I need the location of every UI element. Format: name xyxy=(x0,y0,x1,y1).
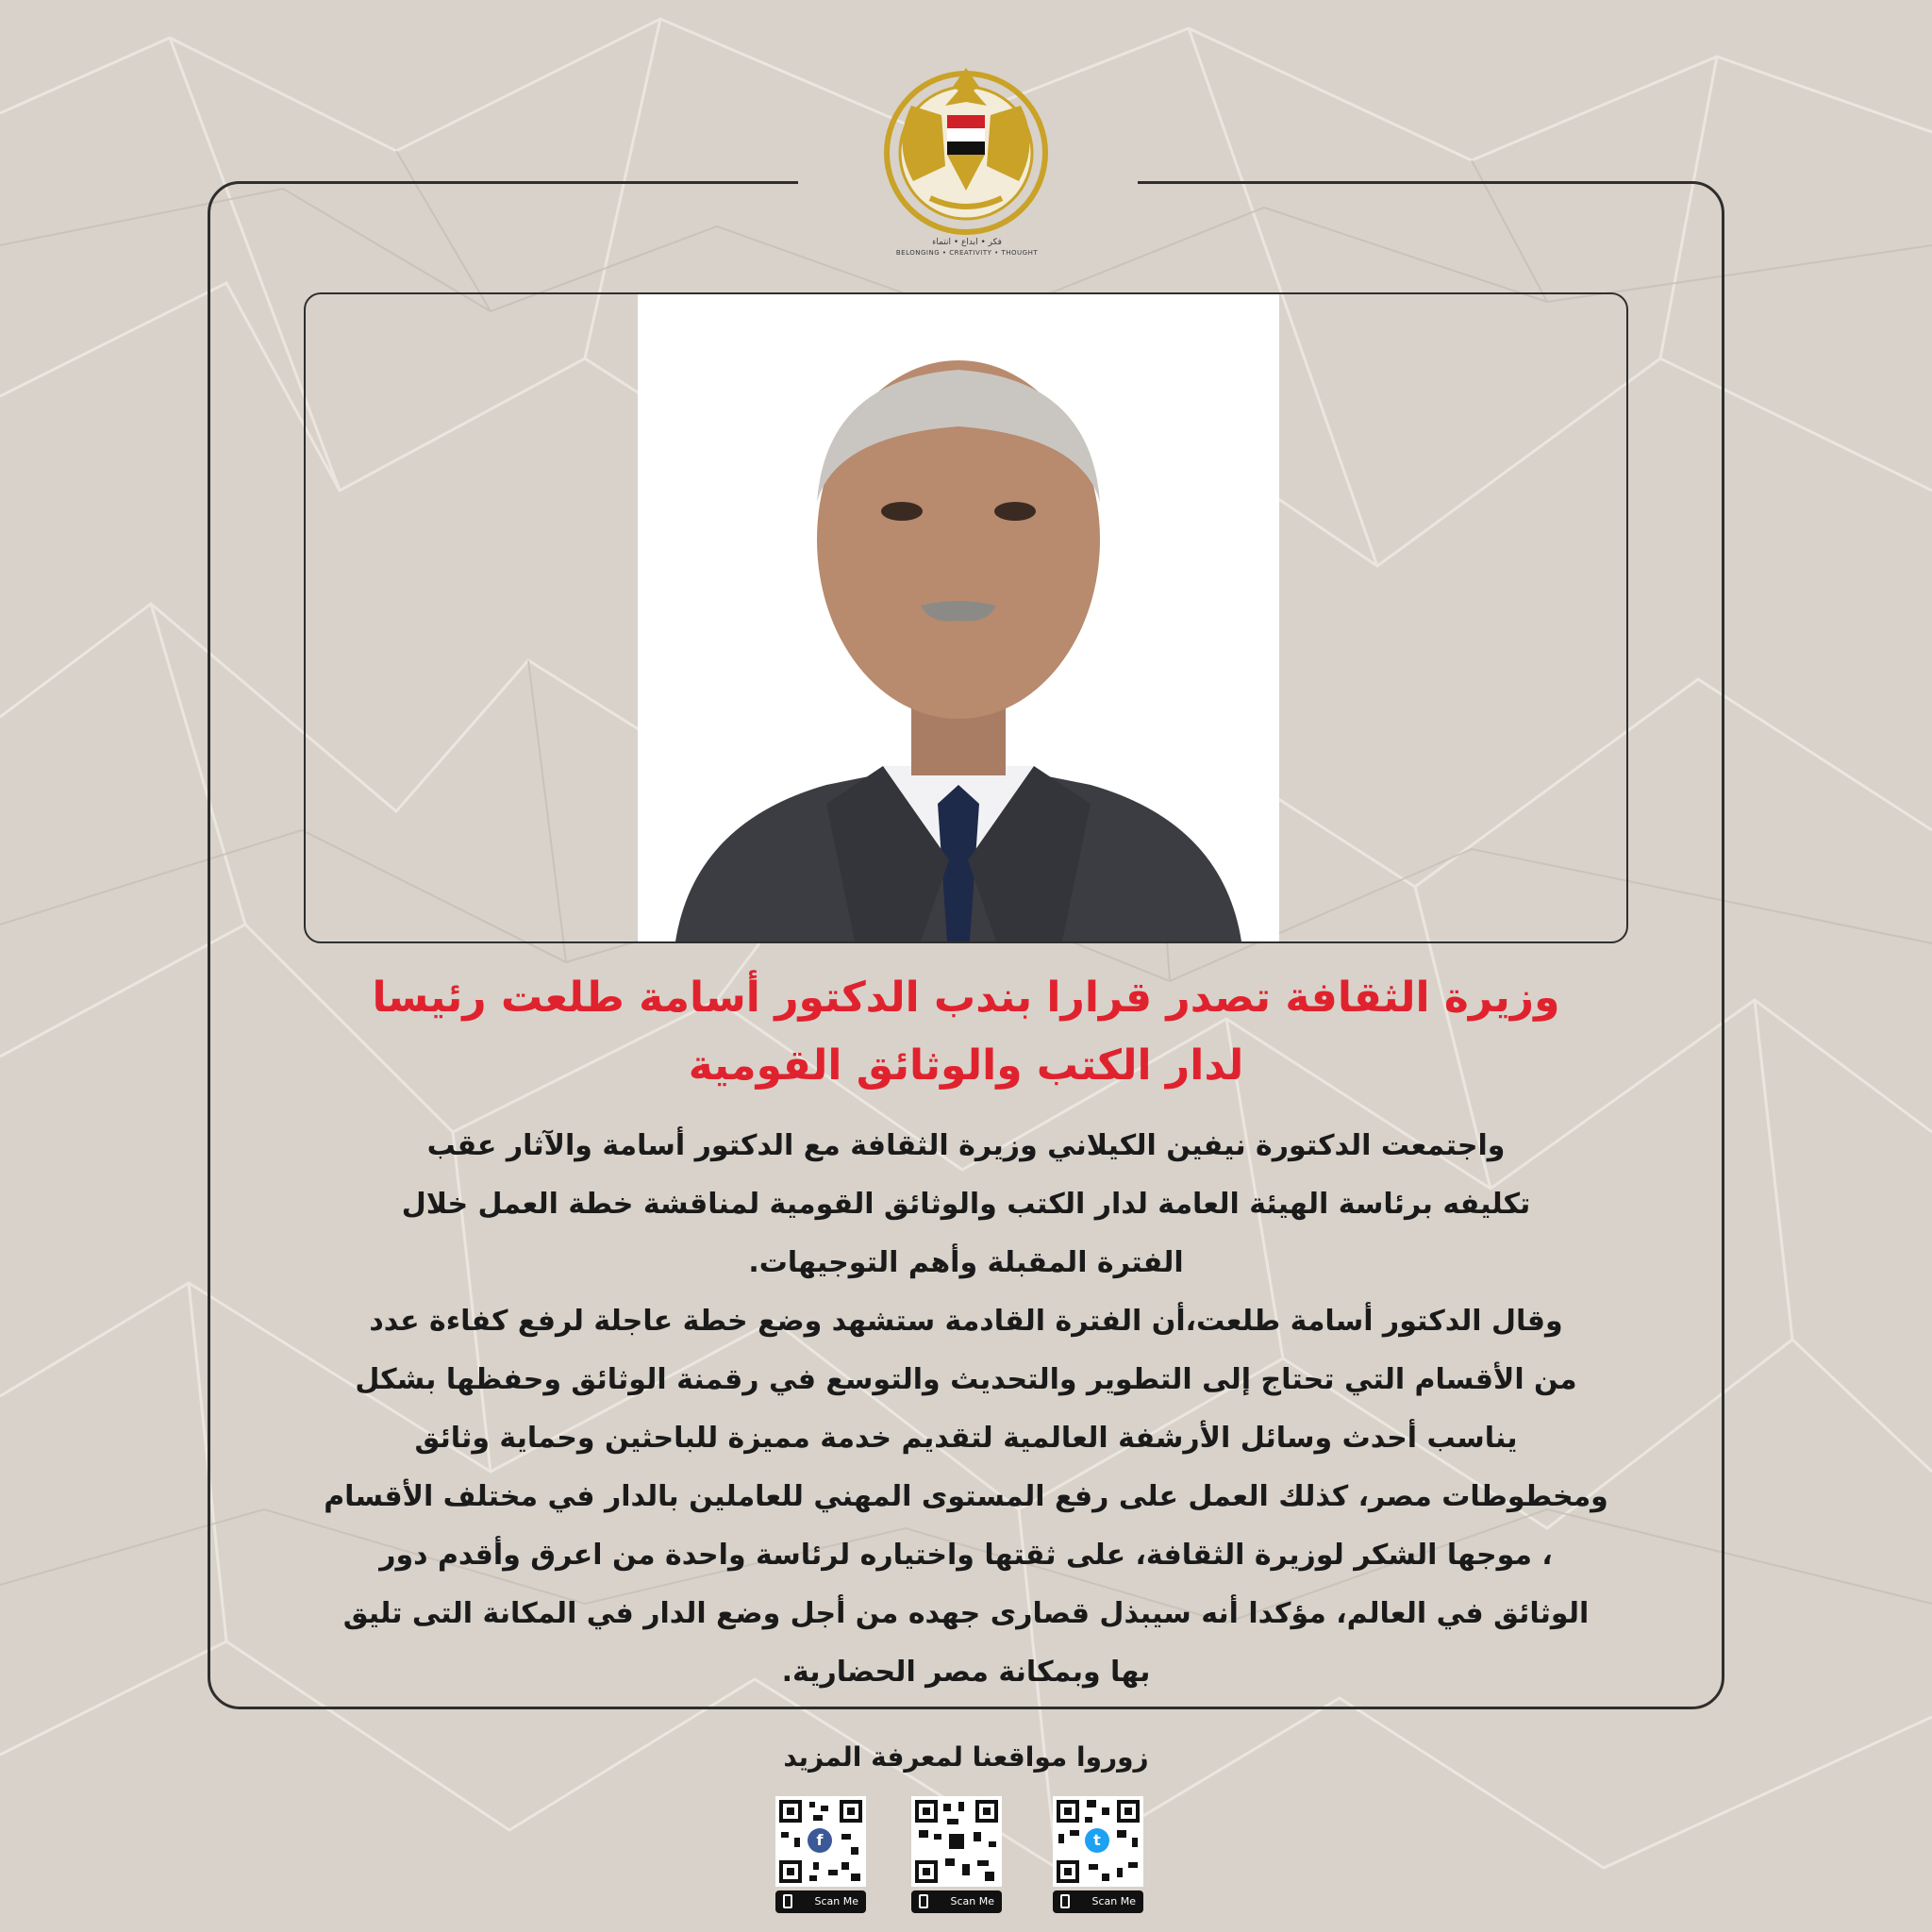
portrait-photo xyxy=(638,294,1279,941)
body-line: بها وبمكانة مصر الحضارية. xyxy=(781,1656,1151,1689)
facebook-icon: f xyxy=(808,1828,832,1853)
qr-card-twitter[interactable] xyxy=(1053,1796,1143,1915)
scan-me-label xyxy=(1053,1890,1143,1913)
visit-sites-text: زوروا مواقعنا لمعرفة المزيد xyxy=(783,1741,1149,1773)
body-line: تكليفه برئاسة الهيئة العامة لدار الكتب والوثائق القومية لمناقشة خطة العمل خلال xyxy=(401,1188,1531,1221)
headline-line-1: وزيرة الثقافة تصدر قرارا بندب الدكتور أسامة طلعت رئيسا xyxy=(372,974,1560,1022)
slogan-english: BELONGING • CREATIVITY • THOUGHT xyxy=(895,249,1039,257)
qr-card-facebook[interactable] xyxy=(775,1796,866,1915)
scan-me-label xyxy=(911,1890,1002,1913)
qr-code[interactable] xyxy=(911,1796,1002,1887)
body-line: وقال الدكتور أسامة طلعت،أن الفترة القادمة ستشهد وضع خطة عاجلة لرفع كفاءة عدد xyxy=(369,1305,1563,1338)
scan-me-text: Scan Me xyxy=(1091,1895,1136,1907)
body-line: واجتمعت الدكتورة نيفين الكيلاني وزيرة الثقافة مع الدكتور أسامة والآثار عقب xyxy=(426,1129,1506,1162)
headline-line-2: لدار الكتب والوثائق القومية xyxy=(688,1041,1244,1090)
phone-icon xyxy=(919,1894,928,1908)
scan-me-text: Scan Me xyxy=(950,1895,994,1907)
qr-card-website[interactable] xyxy=(911,1796,1002,1915)
headline xyxy=(283,964,1649,1100)
twitter-icon: t xyxy=(1085,1828,1109,1853)
slogan-arabic: فكر • ابداع • انتماء xyxy=(932,238,1002,247)
phone-icon xyxy=(1060,1894,1070,1908)
body-line: الوثائق في العالم، مؤكدا أنه سيبذل قصارى جهده من أجل وضع الدار في المكانة التى تليق xyxy=(342,1597,1590,1630)
scan-me-text: Scan Me xyxy=(814,1895,858,1907)
emblem-slogan xyxy=(868,238,1066,258)
article-body xyxy=(283,1117,1649,1702)
phone-icon xyxy=(783,1894,792,1908)
body-line: ، موجها الشكر لوزيرة الثقافة، على ثقتها واختياره لرئاسة واحدة من اعرق وأقدم دور xyxy=(379,1539,1553,1572)
body-line: يناسب أحدث وسائل الأرشفة العالمية لتقديم خدمة مميزة للباحثين وحماية وثائق xyxy=(414,1422,1518,1455)
body-line: ومخطوطات مصر، كذلك العمل على رفع المستوى المهني للعاملين بالدار في مختلف الأقسام xyxy=(324,1480,1608,1513)
body-line: الفترة المقبلة وأهم التوجيهات. xyxy=(748,1246,1184,1279)
body-line: من الأقسام التي تحتاج إلى التطوير والتحديث والتوسع في رقمنة الوثائق وحفظها بشكل xyxy=(355,1363,1577,1396)
scan-me-label xyxy=(775,1890,866,1913)
